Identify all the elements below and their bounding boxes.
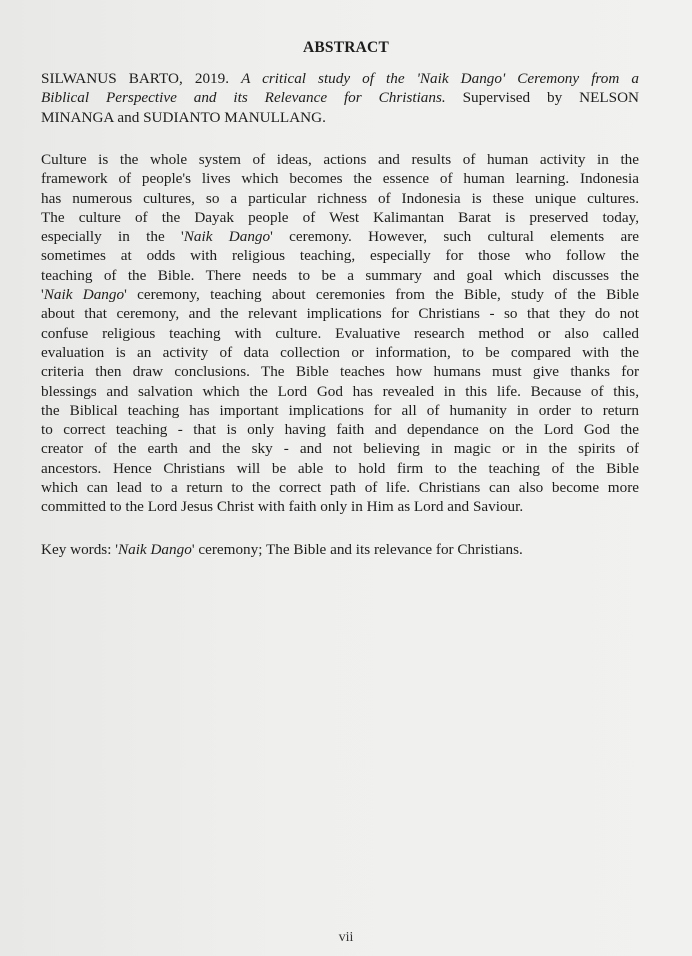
- text-line: [41, 478, 639, 497]
- text-run: sometimes at odds with religious teaching, especially for those who follow the: [41, 247, 639, 265]
- text-run: ' ceremony. However, such cultural elements are: [270, 228, 639, 246]
- text-run: Supervised by NELSON: [445, 89, 639, 107]
- italic-text-run: Naik Dango: [183, 228, 271, 246]
- text-run: has numerous cultures, so a particular richness of Indonesia is these unique cultures.: [41, 189, 639, 207]
- text-line: [41, 439, 639, 458]
- page-number: vii: [338, 930, 354, 945]
- text-line: [41, 108, 639, 127]
- text-run: especially in the ': [41, 228, 184, 246]
- text-line: [41, 150, 639, 169]
- text-run: framework of people's lives which becomes the essence of human learning. Indonesia: [41, 170, 639, 188]
- text-run: ancestors. Hence Christians will be able to hold firm to the teaching of the Bible: [41, 459, 639, 477]
- italic-text-run: Naik Dango: [43, 286, 125, 304]
- italic-text-run: Biblical Perspective and its Relevance for Christians.: [41, 89, 446, 107]
- text-run: to correct teaching - that is only having faith and dependance on the Lord God the: [41, 421, 639, 439]
- italic-text-run: A critical study of the 'Naik Dango' Ceremony from a: [241, 70, 639, 87]
- text-run: creator of the earth and the sky - and not believing in magic or in the spirits of: [41, 440, 639, 458]
- text-line: [41, 169, 639, 188]
- text-run: Key words: ': [41, 541, 118, 558]
- text-line: [41, 382, 639, 401]
- text-run: Culture is the whole system of ideas, actions and results of human activity in the: [41, 151, 639, 168]
- text-line: [41, 401, 639, 420]
- text-line: [41, 362, 639, 381]
- abstract-body-paragraph: [41, 150, 639, 517]
- text-run: MINANGA and SUDIANTO MANULLANG.: [41, 108, 326, 126]
- text-line: [41, 497, 639, 516]
- text-run: SILWANUS BARTO, 2019.: [41, 70, 242, 87]
- text-line: [41, 88, 639, 107]
- italic-text-run: Naik Dango: [117, 541, 192, 558]
- text-line: [41, 324, 639, 343]
- text-run: criteria then draw conclusions. The Bible teaches how humans must give thanks for: [41, 363, 639, 381]
- text-line: [41, 285, 639, 304]
- text-line: [41, 266, 639, 285]
- text-run: evaluation is an activity of data collection or information, to be compared with the: [41, 343, 639, 361]
- text-run: about that ceremony, and the relevant implications for Christians - so that they do not: [41, 305, 639, 323]
- keywords-text: [41, 540, 639, 559]
- text-line: [41, 343, 639, 362]
- keywords-line: [41, 540, 639, 559]
- text-run: which can lead to a return to the correct path of life. Christians can also become more: [41, 479, 639, 497]
- text-run: committed to the Lord Jesus Christ with faith only in Him as Lord and Saviour.: [41, 498, 524, 516]
- text-line: [41, 304, 639, 323]
- text-run: confuse religious teaching with culture. Evaluative research method or also called: [41, 324, 639, 342]
- text-line: [41, 227, 639, 246]
- text-run: the Biblical teaching has important implications for all of humanity in order to return: [41, 401, 639, 419]
- text-line: [41, 246, 639, 265]
- text-line: [41, 69, 639, 88]
- text-run: teaching of the Bible. There needs to be a summary and goal which discusses the: [41, 266, 639, 284]
- text-run: ' ceremony; The Bible and its relevance for Christians.: [191, 541, 523, 558]
- text-run: blessings and salvation which the Lord God has revealed in this life. Because of this,: [41, 382, 639, 400]
- text-run: The culture of the Dayak people of West Kalimantan Barat is preserved today,: [41, 208, 639, 226]
- text-run: ' ceremony, teaching about ceremonies from the Bible, study of the Bible: [124, 286, 639, 304]
- text-line: [41, 208, 639, 227]
- text-line: [41, 459, 639, 478]
- text-run: ': [41, 286, 44, 304]
- abstract-title: ABSTRACT: [302, 39, 389, 56]
- citation-paragraph: [41, 69, 639, 127]
- text-line: [41, 189, 639, 208]
- text-line: [41, 420, 639, 439]
